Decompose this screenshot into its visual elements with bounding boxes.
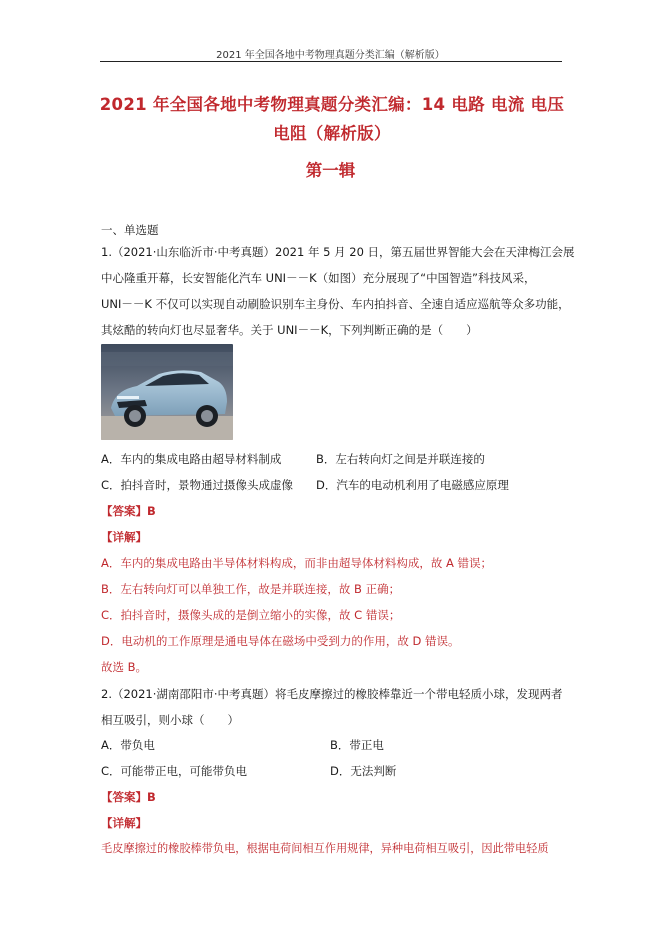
q2-option-a: A．带负电	[101, 738, 155, 752]
q1-explanation-line: D．电动机的工作原理是通电导体在磁场中受到力的作用，故 D 错误。	[101, 634, 460, 648]
q2-option-c: C．可能带正电，可能带负电	[101, 764, 248, 778]
q2-explanation-line: 毛皮摩擦过的橡胶棒带负电，根据电荷间相互作用规律，异种电荷相互吸引，因此带电轻质	[101, 842, 549, 855]
q1-conclusion: 故选 B。	[101, 660, 148, 674]
q1-stem-line: UNI－－K 不仅可以实现自动刷脸识别车主身份、车内拍抖音、全速自适应巡航等众多功能，	[101, 297, 570, 311]
q1-explanation-line: C．拍抖音时，摄像头成的是倒立缩小的实像，故 C 错误；	[101, 608, 401, 622]
header-divider	[100, 61, 562, 62]
q1-stem-line: 其炫酷的转向灯也尽显奢华。关于 UNI－－K，下列判断正确的是（ ）	[101, 323, 478, 337]
q1-stem-line: 中心隆重开幕，长安智能化汽车 UNI－－K（如图）充分展现了“中国智造”科技风采，	[101, 271, 536, 285]
q2-detail-heading: 【详解】	[101, 816, 147, 830]
q1-explanation-line: A．车内的集成电路由半导体材料构成，而非由超导体材料构成，故 A 错误；	[101, 556, 493, 570]
q1-option-c: C．拍抖音时，景物通过摄像头成虚像	[101, 478, 294, 492]
q2-option-b: B．带正电	[330, 738, 384, 752]
car-photo	[101, 344, 233, 440]
q1-answer: 【答案】B	[101, 504, 156, 518]
section-heading: 一、单选题	[101, 223, 159, 237]
q2-stem-line: 相互吸引，则小球（ ）	[101, 713, 239, 727]
q2-option-d: D．无法判断	[330, 764, 397, 778]
q1-option-b: B．左右转向灯之间是并联连接的	[316, 452, 485, 466]
q1-option-a: A．车内的集成电路由超导材料制成	[101, 452, 282, 466]
q1-option-d: D．汽车的电动机利用了电磁感应原理	[316, 478, 509, 492]
q1-explanation-line: B．左右转向灯可以单独工作，故是并联连接，故 B 正确；	[101, 582, 401, 596]
q1-stem-line: 1.（2021·山东临沂市·中考真题）2021 年 5 月 20 日，第五届世界智能大会在天津梅江会展	[101, 245, 575, 259]
q1-detail-heading: 【详解】	[101, 530, 147, 544]
running-header: 2021 年全国各地中考物理真题分类汇编（解析版）	[216, 50, 445, 61]
q2-stem-line: 2.（2021·湖南邵阳市·中考真题）将毛皮摩擦过的橡胶棒靠近一个带电轻质小球，发现两者	[101, 687, 563, 701]
document-title: 2021 年全国各地中考物理真题分类汇编：14 电路 电流 电压 电阻（解析版）	[99, 95, 565, 143]
q2-answer: 【答案】B	[101, 790, 156, 804]
document-subtitle: 第一辑	[305, 161, 356, 180]
